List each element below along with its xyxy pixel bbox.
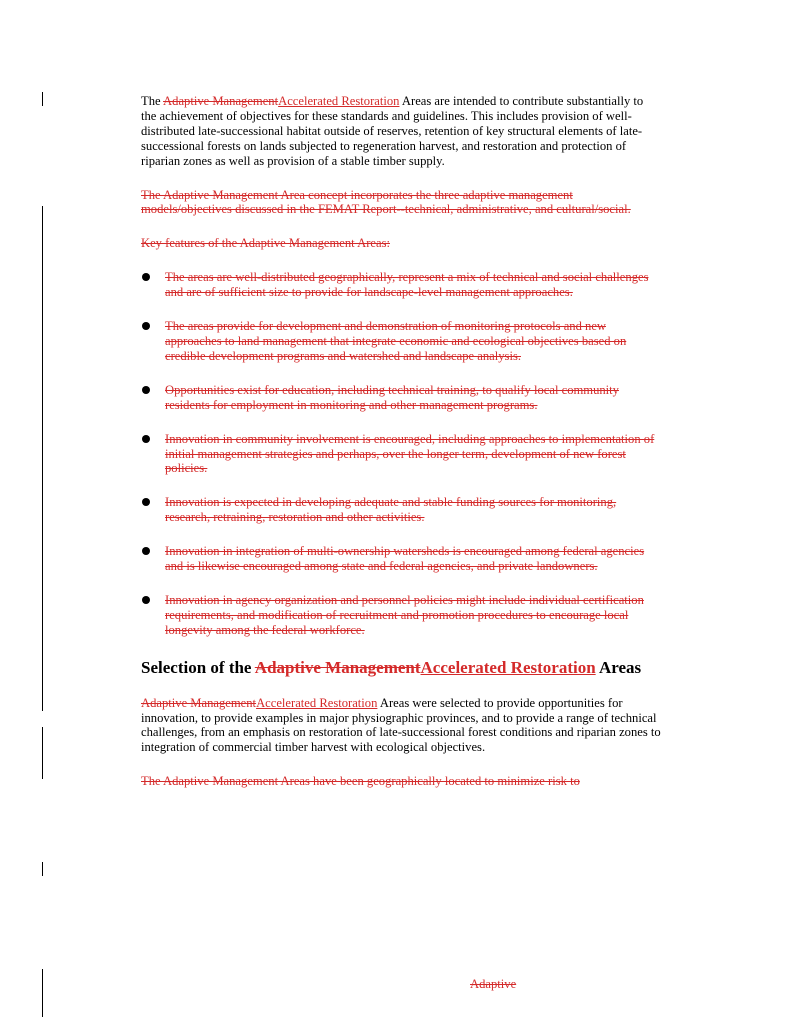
features-list: [141, 270, 661, 637]
inserted-text: Accelerated Restoration: [420, 657, 596, 677]
section-heading: Selection of the Adaptive ManagementAccelerated Restoration Areas: [141, 657, 642, 677]
change-bar: [42, 862, 43, 876]
footer-deleted-text: Adaptive: [470, 977, 517, 991]
change-bar: [42, 727, 43, 779]
deleted-paragraph: The Adaptive Management Area concept incorporates the three adaptive management models/objectives discussed in the FEMAT Report--technical, administrative, and cultural/social.: [141, 187, 631, 217]
document-page: [141, 94, 661, 789]
list-item: Innovation in agency organization and personnel policies might include individual certification requirements, and modification of recruitment and promotion procedures to encourage local longevity among the federal workforce.: [141, 593, 661, 638]
change-bar: [42, 206, 43, 711]
list-item: Innovation is expected in developing adequate and stable funding sources for monitoring, research, retraining, restoration and other activities.: [141, 495, 661, 525]
deleted-text: Adaptive Management: [254, 657, 421, 677]
inserted-text: Accelerated Restoration: [256, 695, 378, 710]
deleted-paragraph: The Adaptive Management Areas have been geographically located to minimize risk to: [141, 774, 580, 789]
deleted-text: Adaptive Management: [141, 695, 257, 710]
bullet-icon: [142, 498, 150, 506]
change-bar: [42, 969, 43, 1017]
intro-paragraph: The Adaptive ManagementAccelerated Restoration Areas are intended to contribute substantially to the achievement of objectives for these standards and guidelines. This includes provision of well-distributed late-successional habitat outside of reserves, retention of key structural elements of late- successional forests on lands subjected to regeneration harvest, and restoration and protection of riparian zones as well as provision of a stable timber supply.: [141, 94, 644, 168]
inserted-text: Accelerated Restoration: [278, 94, 400, 108]
list-item: Innovation in community involvement is encouraged, including approaches to implementation of initial management strategies and perhaps, over the longer term, development of new forest policies.: [141, 432, 661, 477]
list-item: Opportunities exist for education, including technical training, to qualify local community residents for employment in monitoring and other management programs.: [141, 383, 661, 413]
bullet-icon: [142, 596, 150, 604]
list-item: Innovation in integration of multi-ownership watersheds is encouraged among federal agencies and is likewise encouraged among state and federal agencies, and private landowners.: [141, 544, 661, 574]
list-item: The areas are well-distributed geographically, represent a mix of technical and social challenges and are of sufficient size to provide for landscape-level management approaches.: [141, 270, 661, 300]
bullet-icon: [142, 322, 150, 330]
bullet-icon: [142, 386, 150, 394]
features-heading: Key features of the Adaptive Management Areas:: [141, 236, 390, 251]
list-item: The areas provide for development and demonstration of monitoring protocols and new approaches to land management that integrate economic and ecological objectives based on credible development programs and watershed and landscape analysis.: [141, 319, 661, 364]
change-bar: [42, 92, 43, 106]
selection-paragraph: Adaptive ManagementAccelerated Restoration Areas were selected to provide opportunities for innovation, to provide examples in major physiographic provinces, and to provide a range of technical challenges, from an emphasis on restoration of late-successional forest conditions and riparian zones to integration of commercial timber harvest with ecological objectives.: [141, 695, 661, 755]
bullet-icon: [142, 547, 150, 555]
bullet-icon: [142, 273, 150, 281]
deleted-text: Adaptive Management: [163, 94, 279, 108]
bullet-icon: [142, 435, 150, 443]
